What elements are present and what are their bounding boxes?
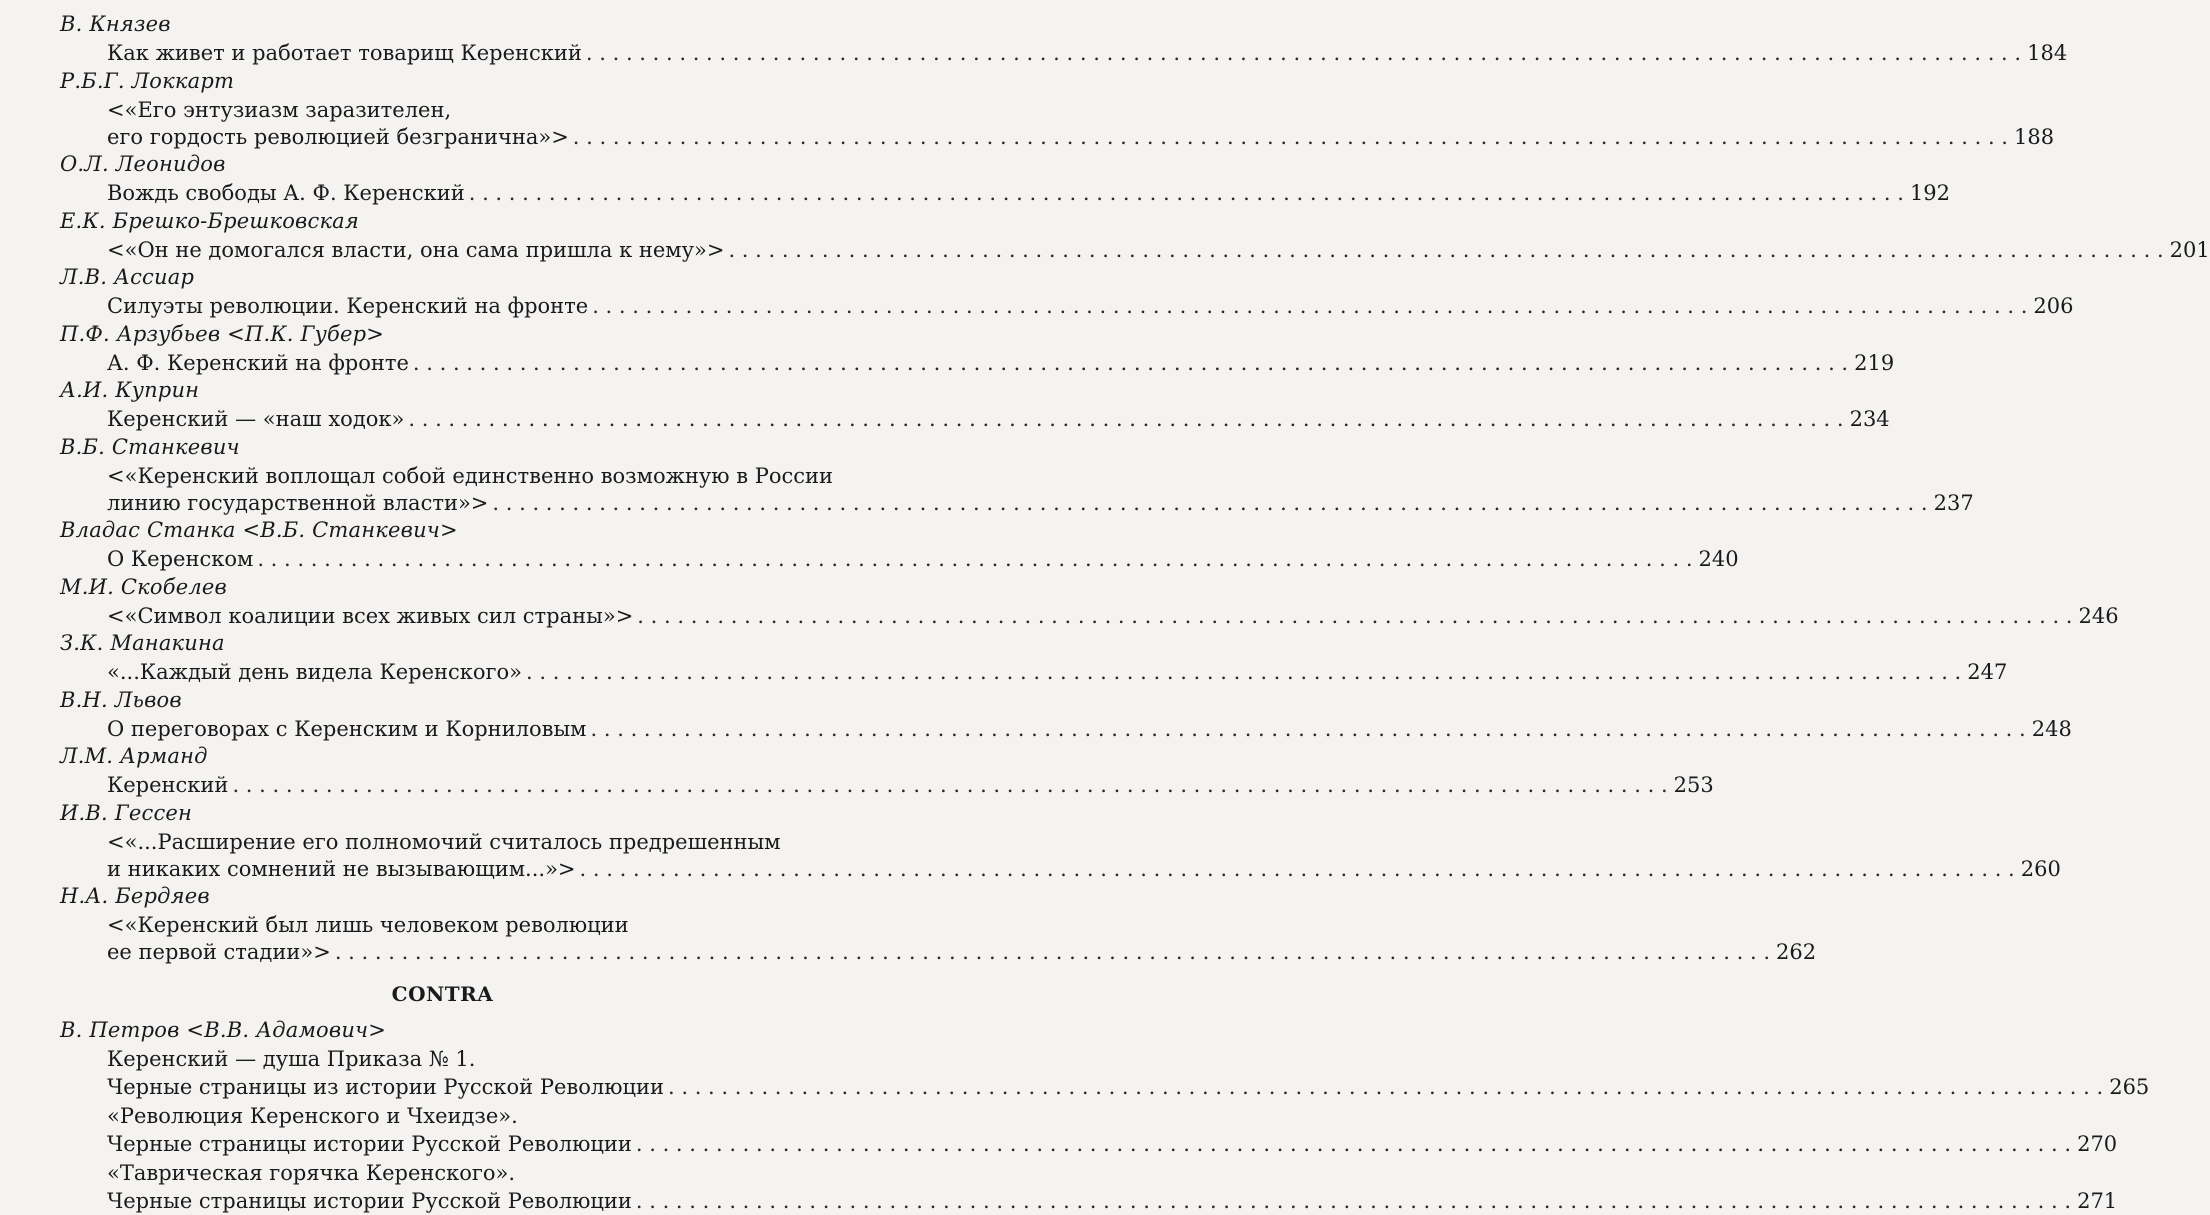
page-number: 265 xyxy=(2109,1075,2150,1099)
toc-title-text: <«Керенский воплощал собой единственно возможную в России xyxy=(107,463,834,488)
toc-title-text: О переговорах с Керенским и Корниловым xyxy=(107,716,587,741)
toc-title-line xyxy=(107,602,2119,630)
page-number: 188 xyxy=(2014,124,2055,149)
toc-author: Л.В. Ассиар xyxy=(60,265,195,289)
toc-title-text: Вождь свободы А. Ф. Керенский xyxy=(107,181,465,205)
toc-title-text: Черные страницы из истории Русской Революции xyxy=(107,1075,664,1099)
toc-author: М.И. Скобелев xyxy=(60,574,227,599)
page-number: 184 xyxy=(2027,41,2068,65)
toc-title-line xyxy=(107,715,2072,743)
dot-leader xyxy=(637,602,2072,630)
toc-title-line xyxy=(107,828,829,856)
toc-title-text: Как живет и работает товарищ Керенский xyxy=(107,41,582,65)
dot-leader xyxy=(573,123,2008,151)
dot-leader xyxy=(469,179,1904,207)
toc-title-line xyxy=(107,1130,2118,1158)
dot-leader xyxy=(408,405,1843,433)
toc-author: А.И. Куприн xyxy=(60,378,200,402)
dot-leader xyxy=(591,715,2026,743)
toc-author: Л.М. Арманд xyxy=(60,744,208,768)
toc-title-text: Керенский — душа Приказа № 1. xyxy=(107,1046,476,1071)
toc-author: В.Б. Станкевич xyxy=(60,434,240,459)
toc-title-line xyxy=(107,938,1817,966)
toc-author: Владас Станка <В.Б. Станкевич> xyxy=(60,518,458,542)
page-number: 262 xyxy=(1776,940,1817,964)
page-number: 253 xyxy=(1673,773,1714,797)
toc-author: В. Петров <В.В. Адамович> xyxy=(60,1017,387,1042)
toc-author: О.Л. Леонидов xyxy=(60,152,226,176)
toc-author: В.Н. Львов xyxy=(60,687,182,712)
page-number: 260 xyxy=(2020,856,2061,881)
page-number: 201 xyxy=(2169,237,2210,262)
toc-title-line xyxy=(107,236,2210,264)
toc-title-line xyxy=(107,545,1739,573)
page-number: 219 xyxy=(1854,350,1895,375)
toc-title-text: Черные страницы истории Русской Революции xyxy=(107,1132,632,1156)
dot-leader xyxy=(580,855,2015,883)
toc-author: З.К. Манакина xyxy=(60,631,225,655)
page-number: 206 xyxy=(2033,294,2074,318)
toc-title-text: линию государственной власти»> xyxy=(107,490,489,515)
toc-title-text: «...Каждый день видела Керенского» xyxy=(107,660,523,684)
toc-author: И.В. Гессен xyxy=(60,800,193,825)
page-number: 237 xyxy=(1933,490,1974,515)
page-number: 270 xyxy=(2077,1132,2118,1156)
page-number: 240 xyxy=(1698,547,1739,571)
dot-leader xyxy=(526,658,1961,686)
dot-leader xyxy=(492,489,1927,517)
toc-title-text: и никаких сомнений не вызывающим...»> xyxy=(107,856,576,881)
toc-title-line xyxy=(107,405,1890,433)
toc-author: Н.А. Бердяев xyxy=(60,884,210,908)
toc-title-line xyxy=(107,39,2068,67)
dot-leader xyxy=(728,236,2163,264)
page-number: 247 xyxy=(1967,660,2008,684)
toc-title-text: О Керенском xyxy=(107,547,254,571)
dot-leader xyxy=(586,39,2021,67)
toc-title-line xyxy=(107,462,834,490)
toc-title-text: <«...Расширение его полномочий считалось предрешенным xyxy=(107,829,781,854)
page-number: 246 xyxy=(2078,603,2119,628)
toc-author: Е.К. Брешко-Брешковская xyxy=(60,208,360,233)
toc-title-text: ее первой стадии»> xyxy=(107,940,331,964)
dot-leader xyxy=(413,349,1848,377)
toc-title-line xyxy=(107,1187,2118,1215)
dot-leader xyxy=(335,938,1770,966)
dot-leader xyxy=(257,545,1692,573)
toc-title-text: Черные страницы истории Русской Революции xyxy=(107,1189,632,1213)
toc-title-text: Силуэты революции. Керенский на фронте xyxy=(107,294,589,318)
page-number: 248 xyxy=(2031,716,2072,741)
toc-title-line xyxy=(107,658,2008,686)
toc-title-line xyxy=(107,123,2055,151)
page-number: 192 xyxy=(1909,181,1951,205)
toc-title-line xyxy=(107,1102,829,1130)
toc-title-line xyxy=(107,855,2061,883)
toc-title-line xyxy=(107,771,1714,799)
toc-title-line xyxy=(107,96,829,124)
dot-leader xyxy=(636,1187,2071,1215)
toc-title-text: <«Символ коалиции всех живых сил страны»> xyxy=(107,603,634,628)
toc-title-text: его гордость революцией безгранична»> xyxy=(107,124,569,149)
toc-title-line xyxy=(107,1073,2150,1101)
dot-leader xyxy=(636,1130,2071,1158)
page-number: 271 xyxy=(2077,1189,2118,1213)
toc-title-text: <«Керенский был лишь человеком революции xyxy=(107,913,629,937)
toc-title-line xyxy=(107,1045,829,1073)
toc-title-line xyxy=(107,489,1974,517)
toc-author: В. Князев xyxy=(60,12,171,36)
toc-title-text: «Таврическая горячка Керенского». xyxy=(107,1160,516,1185)
toc-title-text: А. Ф. Керенский на фронте xyxy=(107,350,409,375)
toc-author: П.Ф. Арзубьев <П.К. Губер> xyxy=(60,321,385,346)
toc-title-line xyxy=(107,911,829,939)
toc-title-text: <«Он не домогался власти, она сама пришла к нему»> xyxy=(107,237,725,262)
dot-leader xyxy=(232,771,1667,799)
dot-leader xyxy=(668,1073,2103,1101)
page-number: 234 xyxy=(1849,407,1890,431)
toc-title-line xyxy=(107,1159,829,1187)
toc-author: Р.Б.Г. Локкарт xyxy=(60,68,235,93)
toc-title-text: Керенский xyxy=(107,773,229,797)
toc-title-text: «Революция Керенского и Чхеидзе». xyxy=(107,1103,518,1128)
toc-title-line xyxy=(107,349,1895,377)
dot-leader xyxy=(592,292,2027,320)
toc-title-line xyxy=(107,179,1951,207)
section-heading-contra: CONTRA xyxy=(391,981,494,1006)
toc-title-text: Керенский — «наш ходок» xyxy=(107,407,405,431)
toc-title-line xyxy=(107,292,2074,320)
toc-title-text: <«Его энтузиазм заразителен, xyxy=(107,97,452,122)
